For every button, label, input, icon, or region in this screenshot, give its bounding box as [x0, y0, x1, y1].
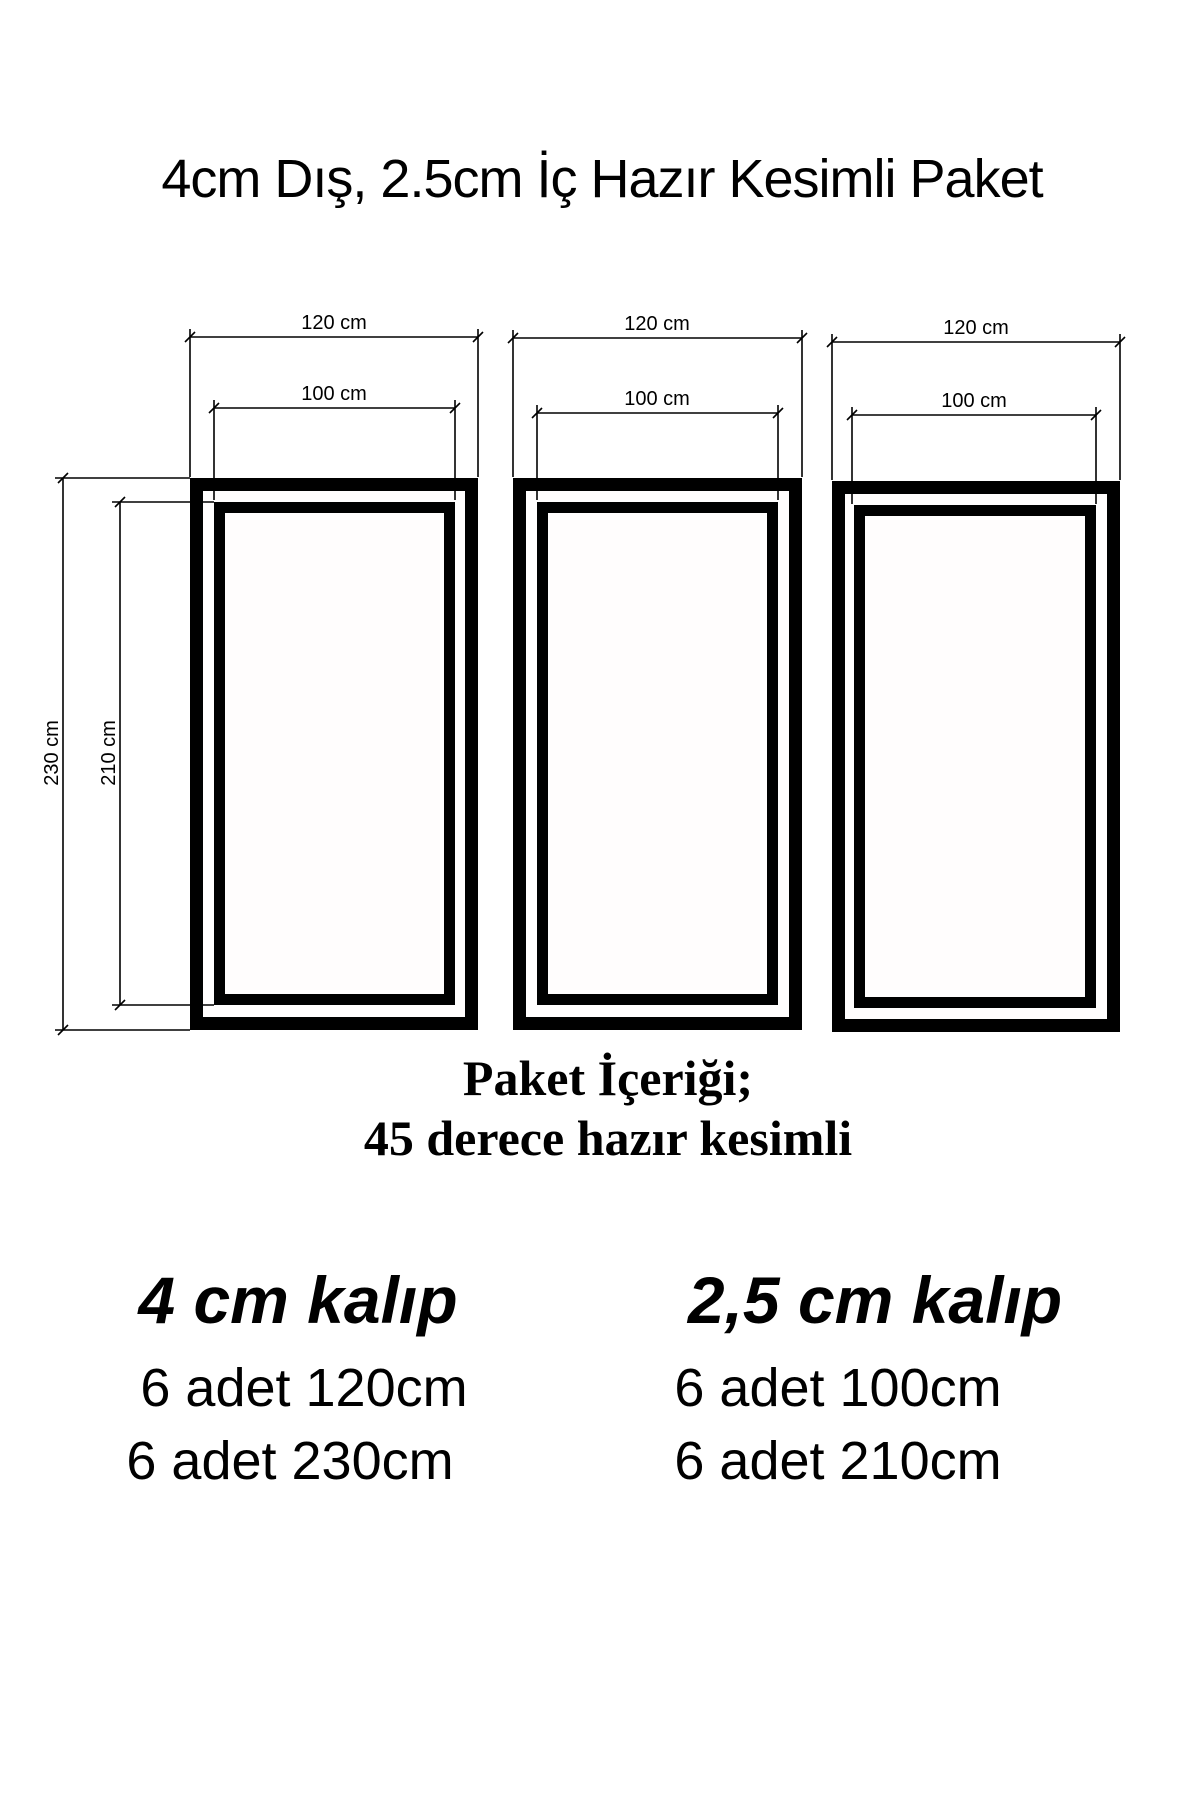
dimension-label-frame-right-inner-width: 100 cm [941, 390, 1007, 412]
column-4cm-item-2: 6 adet 230cm [126, 1431, 454, 1491]
package-contents-subheading: 45 derece hazır kesimli [363, 1110, 853, 1166]
dimension-label-inner-height: 210 cm [98, 720, 120, 786]
page-title: 4cm Dış, 2.5cm İç Hazır Kesimli Paket [161, 149, 1043, 209]
column-2-5cm-item-1: 6 adet 100cm [674, 1358, 1002, 1418]
dimension-label-frame-right-outer-width: 120 cm [943, 317, 1009, 339]
dimension-label-frame-left-inner-width: 100 cm [301, 383, 367, 405]
dimension-label-outer-height: 230 cm [41, 720, 63, 786]
column-2-5cm-item-2: 6 adet 210cm [674, 1431, 1002, 1491]
frame-right [839, 488, 1114, 1026]
column-4cm-item-1: 6 adet 120cm [140, 1358, 468, 1418]
dimension-label-frame-middle-outer-width: 120 cm [624, 313, 690, 335]
column-4cm-header: 4 cm kalıp [138, 1263, 458, 1337]
dimension-lines-outer-height [55, 473, 190, 1035]
frame-middle-inner-profile [543, 508, 773, 1000]
column-2-5cm-header: 2,5 cm kalıp [687, 1263, 1063, 1337]
frame-middle [520, 485, 796, 1024]
dimension-label-frame-left-outer-width: 120 cm [301, 312, 367, 334]
dimension-label-frame-middle-inner-width: 100 cm [624, 388, 690, 410]
frame-right-inner-profile [860, 511, 1091, 1003]
package-contents-heading: Paket İçeriği; [462, 1050, 754, 1106]
frame-left [197, 485, 472, 1024]
frame-left-inner-profile [220, 508, 450, 1000]
